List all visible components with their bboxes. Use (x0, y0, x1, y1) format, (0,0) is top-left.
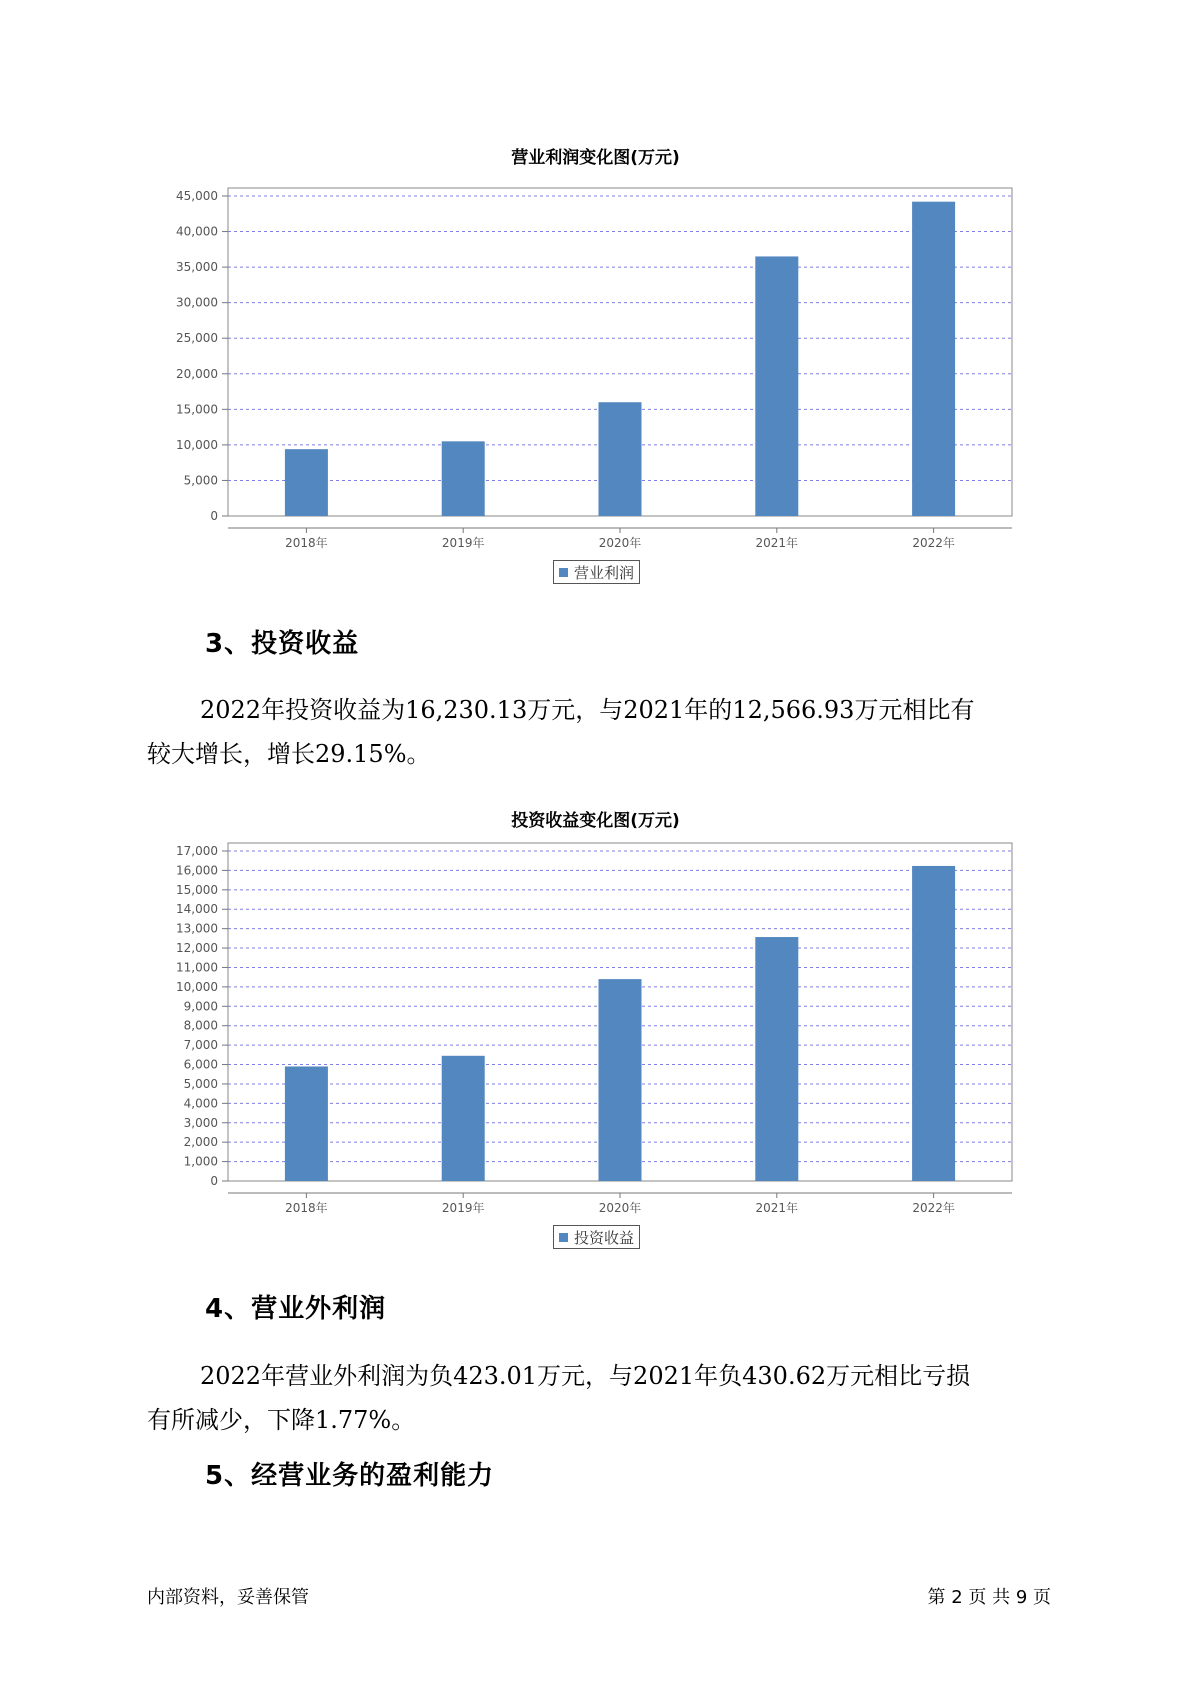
bar (442, 441, 485, 516)
section3-line1: 2022年投资收益为16,230.13万元，与2021年的12,566.93万元相比有 (200, 696, 975, 724)
x-tick-label: 2019年 (441, 1201, 485, 1215)
x-tick-label: 2022年 (912, 1201, 955, 1215)
bar (599, 979, 642, 1181)
y-tick-label: 45,000 (176, 189, 218, 203)
x-tick-label: 2021年 (755, 536, 799, 550)
x-tick-label: 2018年 (285, 536, 328, 550)
y-tick-label: 5,000 (183, 473, 218, 488)
chart1-legend-label: 营业利润 (574, 564, 635, 582)
section3-paragraph (147, 688, 1047, 776)
chart2-legend-label: 投资收益 (574, 1229, 635, 1247)
y-tick-label: 30,000 (176, 295, 218, 310)
chart1-title: 营业利润变化图(万元) (511, 148, 680, 168)
y-tick-label: 15,000 (176, 882, 218, 897)
y-tick-label: 7,000 (183, 1038, 218, 1053)
y-tick-label: 0 (210, 509, 218, 523)
x-tick-label: 2020年 (598, 536, 642, 550)
section4-heading: 4、营业外利润 (205, 1294, 387, 1324)
bar (442, 1056, 485, 1181)
y-tick-label: 20,000 (176, 366, 218, 381)
bar (285, 449, 328, 516)
x-tick-label: 2019年 (441, 536, 485, 550)
bar (285, 1066, 328, 1181)
section4-line1: 2022年营业外利润为负423.01万元，与2021年负430.62万元相比亏损 (200, 1362, 971, 1390)
investment-income-chart (0, 835, 1191, 1215)
legend-swatch-icon (559, 1233, 568, 1242)
y-tick-label: 10,000 (176, 979, 218, 994)
y-tick-label: 11,000 (176, 960, 218, 975)
chart1-legend (553, 560, 640, 584)
y-tick-label: 2,000 (183, 1135, 218, 1150)
y-tick-label: 40,000 (176, 224, 218, 239)
y-tick-label: 17,000 (176, 844, 218, 858)
y-tick-label: 25,000 (176, 331, 218, 346)
section5-heading: 5、经营业务的盈利能力 (205, 1461, 495, 1491)
y-tick-label: 9,000 (183, 999, 218, 1014)
operating-profit-chart (0, 170, 1191, 550)
y-tick-label: 8,000 (183, 1018, 218, 1033)
y-tick-label: 10,000 (176, 437, 218, 452)
section4-paragraph (147, 1354, 1047, 1442)
y-tick-label: 5,000 (183, 1076, 218, 1091)
x-tick-label: 2018年 (285, 1201, 328, 1215)
x-tick-label: 2022年 (912, 536, 955, 550)
bar (755, 937, 798, 1181)
y-tick-label: 4,000 (183, 1096, 218, 1111)
chart2-legend (553, 1225, 640, 1249)
x-tick-label: 2020年 (598, 1201, 642, 1215)
footer-confidential-note: 内部资料，妥善保管 (147, 1587, 309, 1608)
y-tick-label: 35,000 (176, 260, 218, 275)
bar (599, 402, 642, 516)
y-tick-label: 12,000 (176, 941, 218, 956)
y-tick-label: 0 (210, 1174, 218, 1188)
y-tick-label: 6,000 (183, 1057, 218, 1072)
y-tick-label: 3,000 (183, 1115, 218, 1130)
footer-page-number: 第 2 页 共 9 页 (927, 1587, 1051, 1608)
section3-line2: 较大增长，增长29.15%。 (147, 740, 431, 768)
bar (912, 202, 955, 516)
x-tick-label: 2021年 (755, 1201, 799, 1215)
y-tick-label: 16,000 (176, 863, 218, 878)
y-tick-label: 1,000 (183, 1154, 218, 1169)
legend-swatch-icon (559, 568, 568, 577)
section3-heading: 3、投资收益 (205, 629, 360, 659)
y-tick-label: 14,000 (176, 902, 218, 917)
y-tick-label: 15,000 (176, 402, 218, 417)
bar (912, 866, 955, 1181)
section4-line2: 有所减少，下降1.77%。 (147, 1406, 416, 1434)
chart2-title: 投资收益变化图(万元) (511, 811, 680, 831)
y-tick-label: 13,000 (176, 921, 218, 936)
bar (755, 256, 798, 516)
